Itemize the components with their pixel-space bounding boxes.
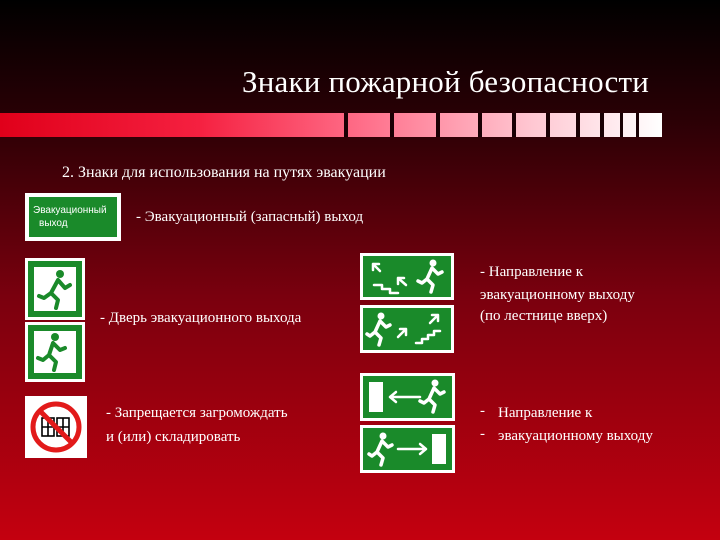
no-obstruction-sign [25,396,87,458]
caption-stairs-direction-line1: - Направление к [480,264,584,280]
slide-title: Знаки пожарной безопасности [242,64,650,99]
title-underline-stripe [0,113,662,137]
exit-direction-right-sign [360,425,455,473]
caption-no-obstruction-line2: и (или) складировать [106,429,241,445]
exit-door-sign-1 [25,258,85,320]
exit-sign-text-line1: Эвакуационный [33,205,107,216]
stairs-direction-sign-2 [360,305,454,353]
caption-exit-direction-bullet-2: - [480,426,485,442]
caption-emergency-exit: - Эвакуационный (запасный) выход [136,209,364,225]
door-icon [369,382,383,412]
door-icon [432,434,446,464]
caption-no-obstruction-line1: - Запрещается загромождать [106,405,288,421]
caption-stairs-direction-line2: эвакуационному выходу [480,287,635,303]
exit-door-sign-2 [25,322,85,382]
section-heading: 2. Знаки для использования на путях эвакуации [62,164,386,181]
caption-exit-door: - Дверь эвакуационного выхода [100,310,302,326]
exit-direction-left-sign [360,373,455,421]
caption-exit-direction-bullet-1: - [480,403,485,419]
exit-sign-text-line2: выход [39,218,68,229]
emergency-exit-label-sign [25,193,121,241]
caption-exit-direction-line2: эвакуационному выходу [498,428,653,444]
caption-exit-direction-line1: Направление к [498,405,593,421]
caption-stairs-direction-line3: (по лестнице вверх) [480,308,608,324]
stairs-direction-sign-1 [360,253,454,300]
